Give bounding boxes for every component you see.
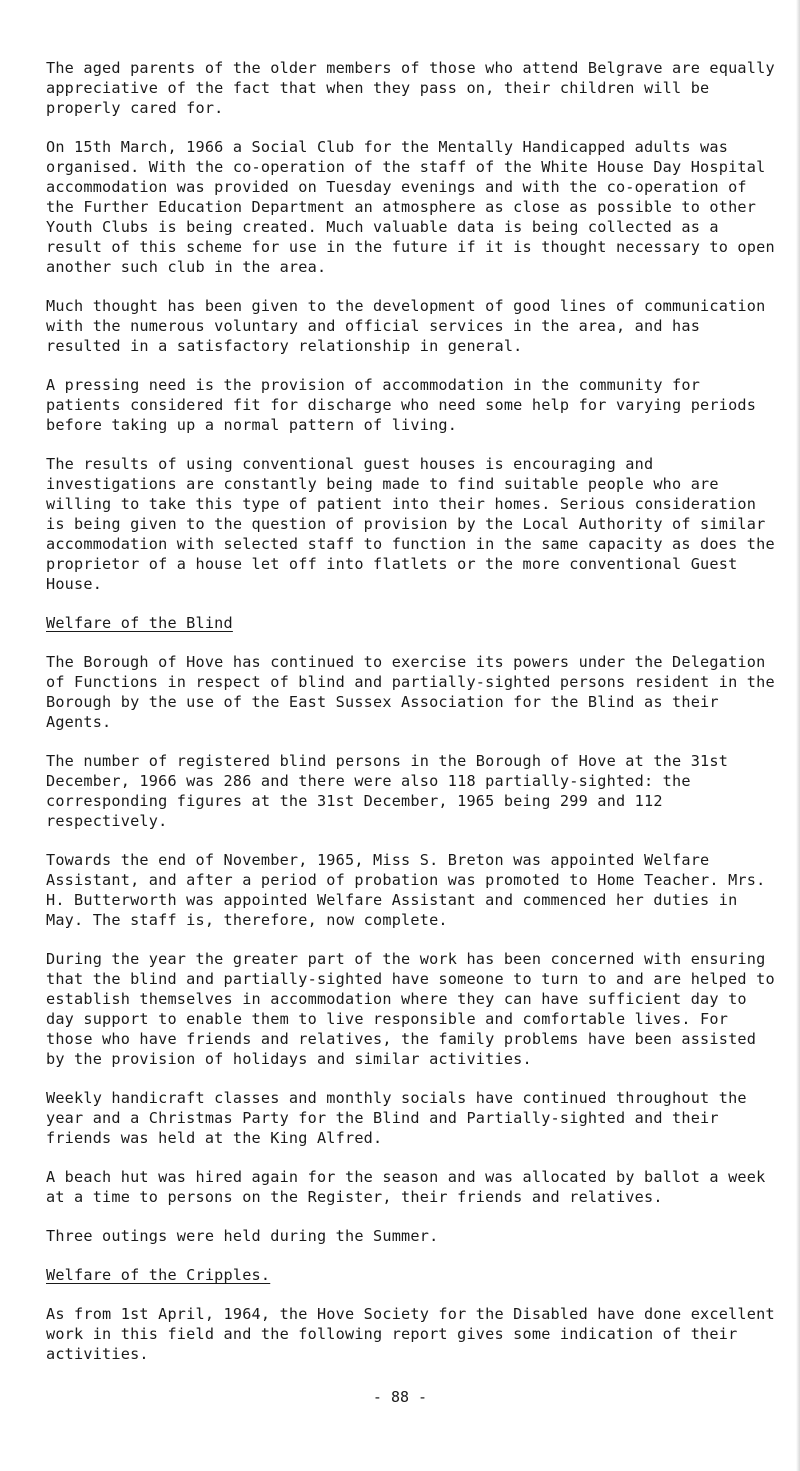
paragraph-blind-work: During the year the greater part of the work has been concerned with ensuring that the blind and partially-sighted have someone to turn to and are helped to establish themselves in accommodation where they can have sufficient day to day support to enable them to live responsible and comfortable lives. For those who have friends and relatives, the family problems have been assisted by the provision of holidays and similar activities. xyxy=(46,950,775,1068)
paragraph-blind-staff: Towards the end of November, 1965, Miss S. Breton was appointed Welfare Assistant, and after a period of probation was promoted to Home Teacher. Mrs. H. Butterworth was appointed Welfare Assistant and commenced her duties in May. The staff is, therefore, now complete. xyxy=(46,851,766,929)
paragraph-belgrave-parents: The aged parents of the older members of those who attend Belgrave are equally appreciative of the fact that when they pass on, their children will be properly cared for. xyxy=(46,59,775,117)
paragraph-social-club: On 15th March, 1966 a Social Club for the Mentally Handicapped adults was organised. With the co-operation of the staff of the White House Day Hospital accommodation was provided on Tuesday evenings and with the co-operation of the Further Education Department an atmosphere as close as possible to other Youth Clubs is being created. Much valuable data is being collected as a result of this scheme for use in the future if it is thought necessary to open another such club in the area. xyxy=(46,138,775,276)
page-number: - 88 - xyxy=(372,1388,428,1406)
paragraph-blind-outings: Three outings were held during the Summer. xyxy=(46,1227,439,1245)
paragraph-cripples-society: As from 1st April, 1964, the Hove Society for the Disabled have done excellent work in this field and the following report gives some indication of their activities. xyxy=(46,1305,775,1363)
page-edge-shadow xyxy=(796,0,800,1471)
paragraph-blind-classes: Weekly handicraft classes and monthly socials have continued throughout the year and a Christmas Party for the Blind and Partially-sighted and their friends was held at the King Alfred. xyxy=(46,1089,747,1147)
paragraph-accommodation-need: A pressing need is the provision of accommodation in the community for patients considered fit for discharge who need some help for varying periods before taking up a normal pattern of living. xyxy=(46,376,757,434)
heading-welfare-cripples: Welfare of the Cripples. xyxy=(46,1266,271,1284)
paragraph-blind-numbers: The number of registered blind persons in the Borough of Hove at the 31st December, 1966 was 286 and there were also 118 partially-sighted: the corresponding figures at the 31st December, 1965 being 299 and 112 respectively. xyxy=(46,752,729,830)
paragraph-blind-delegation: The Borough of Hove has continued to exercise its powers under the Delegation of Functions in respect of blind and partially-sighted persons resident in the Borough by the use of the East Sussex Association for the Blind as their Agents. xyxy=(46,653,775,731)
heading-welfare-blind: Welfare of the Blind xyxy=(46,614,233,632)
paragraph-blind-beach-hut: A beach hut was hired again for the season and was allocated by ballot a week at a time to persons on the Register, their friends and relatives. xyxy=(46,1168,766,1206)
paragraph-guest-houses: The results of using conventional guest houses is encouraging and investigations are constantly being made to find suitable people who are willing to take this type of patient into their homes. Serious consideration is being given to the question of provision by the Local Authority of similar accommodation with selected staff to function in the same capacity as does the proprietor of a house let off into flatlets or the more conventional Guest House. xyxy=(46,455,775,593)
paragraph-communication: Much thought has been given to the development of good lines of communication with the numerous voluntary and official services in the area, and has resulted in a satisfactory relationship in general. xyxy=(46,297,766,355)
document-body xyxy=(46,58,781,1383)
